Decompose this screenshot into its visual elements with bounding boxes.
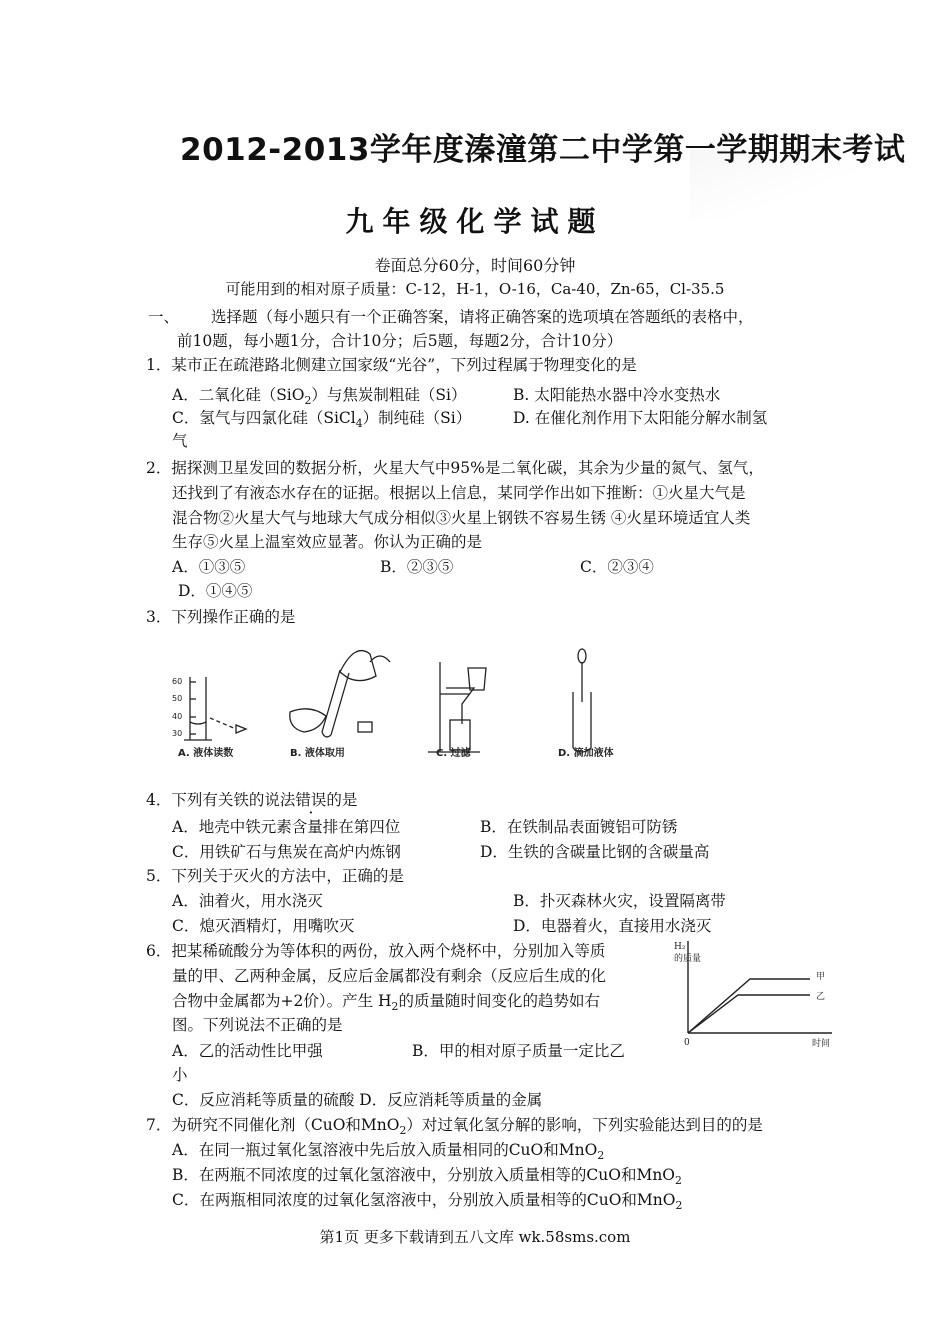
q3-caption-b: B. 液体取用 bbox=[290, 748, 345, 759]
q7-option-b: B．在两瓶不同浓度的过氧化氢溶液中，分别放入质量相等的CuO和MnO$_2$ bbox=[172, 1166, 682, 1188]
q6-line3: 合物中金属都为+2价）。产生 $H_2$的质量随时间变化的趋势如右 bbox=[172, 992, 600, 1014]
q6-line2: 量的甲、乙两种金属，反应后金属都没有剩余（反应后生成的化 bbox=[172, 967, 607, 985]
series-jia-line bbox=[688, 979, 810, 1033]
q5-option-c: C．熄灭酒精灯，用嘴吹灭 bbox=[172, 917, 355, 935]
cylinder-tick-40: 40 bbox=[172, 712, 183, 721]
q7-option-a: A．在同一瓶过氧化氢溶液中先后放入质量相同的CuO和MnO$_2$ bbox=[172, 1141, 605, 1163]
q4-option-b: B．在铁制品表面镀铝可防锈 bbox=[480, 818, 678, 836]
q7-option-c: C．在两瓶相同浓度的过氧化氢溶液中，分别放入质量相等的CuO和MnO$_2$ bbox=[172, 1191, 683, 1213]
q6-option-cd: C．反应消耗等质量的硫酸 D．反应消耗等质量的金属 bbox=[172, 1091, 543, 1109]
q6-line1: 6．把某稀硫酸分为等体积的两份，放入两个烧杯中，分别加入等质 bbox=[146, 942, 606, 960]
q6-option-a: A．乙的活动性比甲强 bbox=[172, 1042, 323, 1060]
section-instruction-line1: 选择题（每小题只有一个正确答案，请将正确答案的选项填在答题纸的表格中， bbox=[211, 308, 754, 326]
series-yi-line bbox=[688, 995, 810, 1033]
graph-ylabel-h2: H₂ bbox=[674, 942, 686, 952]
q2-line2: 还找到了有液态水存在的证据。根据以上信息，某同学作出如下推断：①火星大气是 bbox=[172, 484, 746, 502]
exam-title: 2012-2013学年度溱潼第二中学第一学期期末考试 bbox=[180, 132, 906, 168]
q4-option-c: C．用铁矿石与焦炭在高炉内炼钢 bbox=[172, 843, 401, 861]
legend-jia: 甲 bbox=[816, 972, 826, 982]
graph-origin: 0 bbox=[684, 1038, 690, 1048]
q1-option-b: B. 太阳能热水器中冷水变热水 bbox=[513, 386, 721, 404]
graph-ylabel: 的质量 bbox=[674, 954, 702, 964]
q4-option-d: D．生铁的含碳量比钢的含碳量高 bbox=[480, 843, 710, 861]
q2-option-b: B．②③⑤ bbox=[380, 558, 454, 576]
section-instruction-line2: 前10题，每小题1分，合计10分；后5题，每题2分，合计10分） bbox=[177, 332, 623, 350]
q1-stem: 1．某市正在疏港路北侧建立国家级“光谷”，下列过程属于物理变化的是 bbox=[146, 356, 637, 374]
q1-option-c: C．氢气与四氯化硅（SiCl$_4$）制纯硅（Si） bbox=[172, 409, 472, 431]
q2-line4: 生存⑤火星上温室效应显著。你认为正确的是 bbox=[172, 533, 483, 551]
q6-option-b: B．甲的相对原子质量一定比乙 bbox=[412, 1042, 625, 1060]
exam-info-score-time: 卷面总分60分，时间60分钟 bbox=[374, 256, 576, 275]
exam-info-atomic-mass: 可能用到的相对原子质量：C-12，H-1，O-16，Ca-40，Zn-65，Cl-35.5 bbox=[225, 280, 725, 298]
q4-stem: 4．下列有关铁的说法错误的是 bbox=[146, 791, 358, 809]
cylinder-tick-60: 60 bbox=[172, 677, 183, 686]
q5-option-b: B．扑灭森林火灾，设置隔离带 bbox=[513, 892, 726, 910]
q6-mass-time-graph bbox=[670, 935, 840, 1055]
q3-stem: 3．下列操作正确的是 bbox=[146, 608, 296, 626]
q5-option-a: A．油着火，用水浇灭 bbox=[172, 892, 323, 910]
cylinder-tick-30: 30 bbox=[172, 729, 183, 738]
q2-option-d: D．①④⑤ bbox=[178, 582, 253, 600]
graph-xlabel: 时间 bbox=[812, 1039, 831, 1049]
q5-stem: 5．下列关于灭火的方法中，正确的是 bbox=[146, 867, 404, 885]
page-footer: 第1页 更多下载请到五八文库 wk.58sms.com bbox=[319, 1228, 631, 1246]
q6-line4: 图。下列说法不正确的是 bbox=[172, 1016, 343, 1034]
exam-subtitle: 九年级化学试题 bbox=[345, 205, 605, 238]
q5-option-d: D．电器着火，直接用水浇灭 bbox=[513, 917, 712, 935]
q6-option-b-cont: 小 bbox=[172, 1066, 188, 1084]
q3-caption-a: A. 液体读数 bbox=[178, 748, 234, 759]
q2-line1: 2．据探测卫星发回的数据分析，火星大气中95%是二氧化碳，其余为少量的氮气、氢气， bbox=[146, 459, 764, 477]
q3-caption-d: D. 滴加液体 bbox=[558, 748, 614, 759]
q4-option-a: A．地壳中铁元素含量排在第四位 bbox=[172, 818, 401, 836]
q1-option-d-cont: 气 bbox=[172, 432, 188, 450]
cylinder-tick-50: 50 bbox=[172, 694, 183, 703]
q3-caption-c: C. 过滤 bbox=[436, 748, 471, 759]
q3-operation-figures bbox=[170, 632, 670, 772]
section-number: 一、 bbox=[148, 308, 180, 326]
legend-yi: 乙 bbox=[816, 992, 826, 1002]
q2-option-a: A．①③⑤ bbox=[172, 558, 246, 576]
q1-option-a: A．二氧化硅（SiO$_2$）与焦炭制粗硅（Si） bbox=[172, 386, 467, 408]
q7-stem: 7．为研究不同催化剂（CuO和MnO$_2$）对过氧化氢分解的影响，下列实验能达到目的的是 bbox=[146, 1116, 763, 1138]
q1-option-d: D. 在催化剂作用下太阳能分解水制氢 bbox=[513, 409, 768, 427]
q2-option-c: C．②③④ bbox=[580, 558, 654, 576]
q2-line3: 混合物②火星大气与地球大气成分相似③火星上钢铁不容易生锈 ④火星环境适宜人类 bbox=[172, 509, 751, 527]
